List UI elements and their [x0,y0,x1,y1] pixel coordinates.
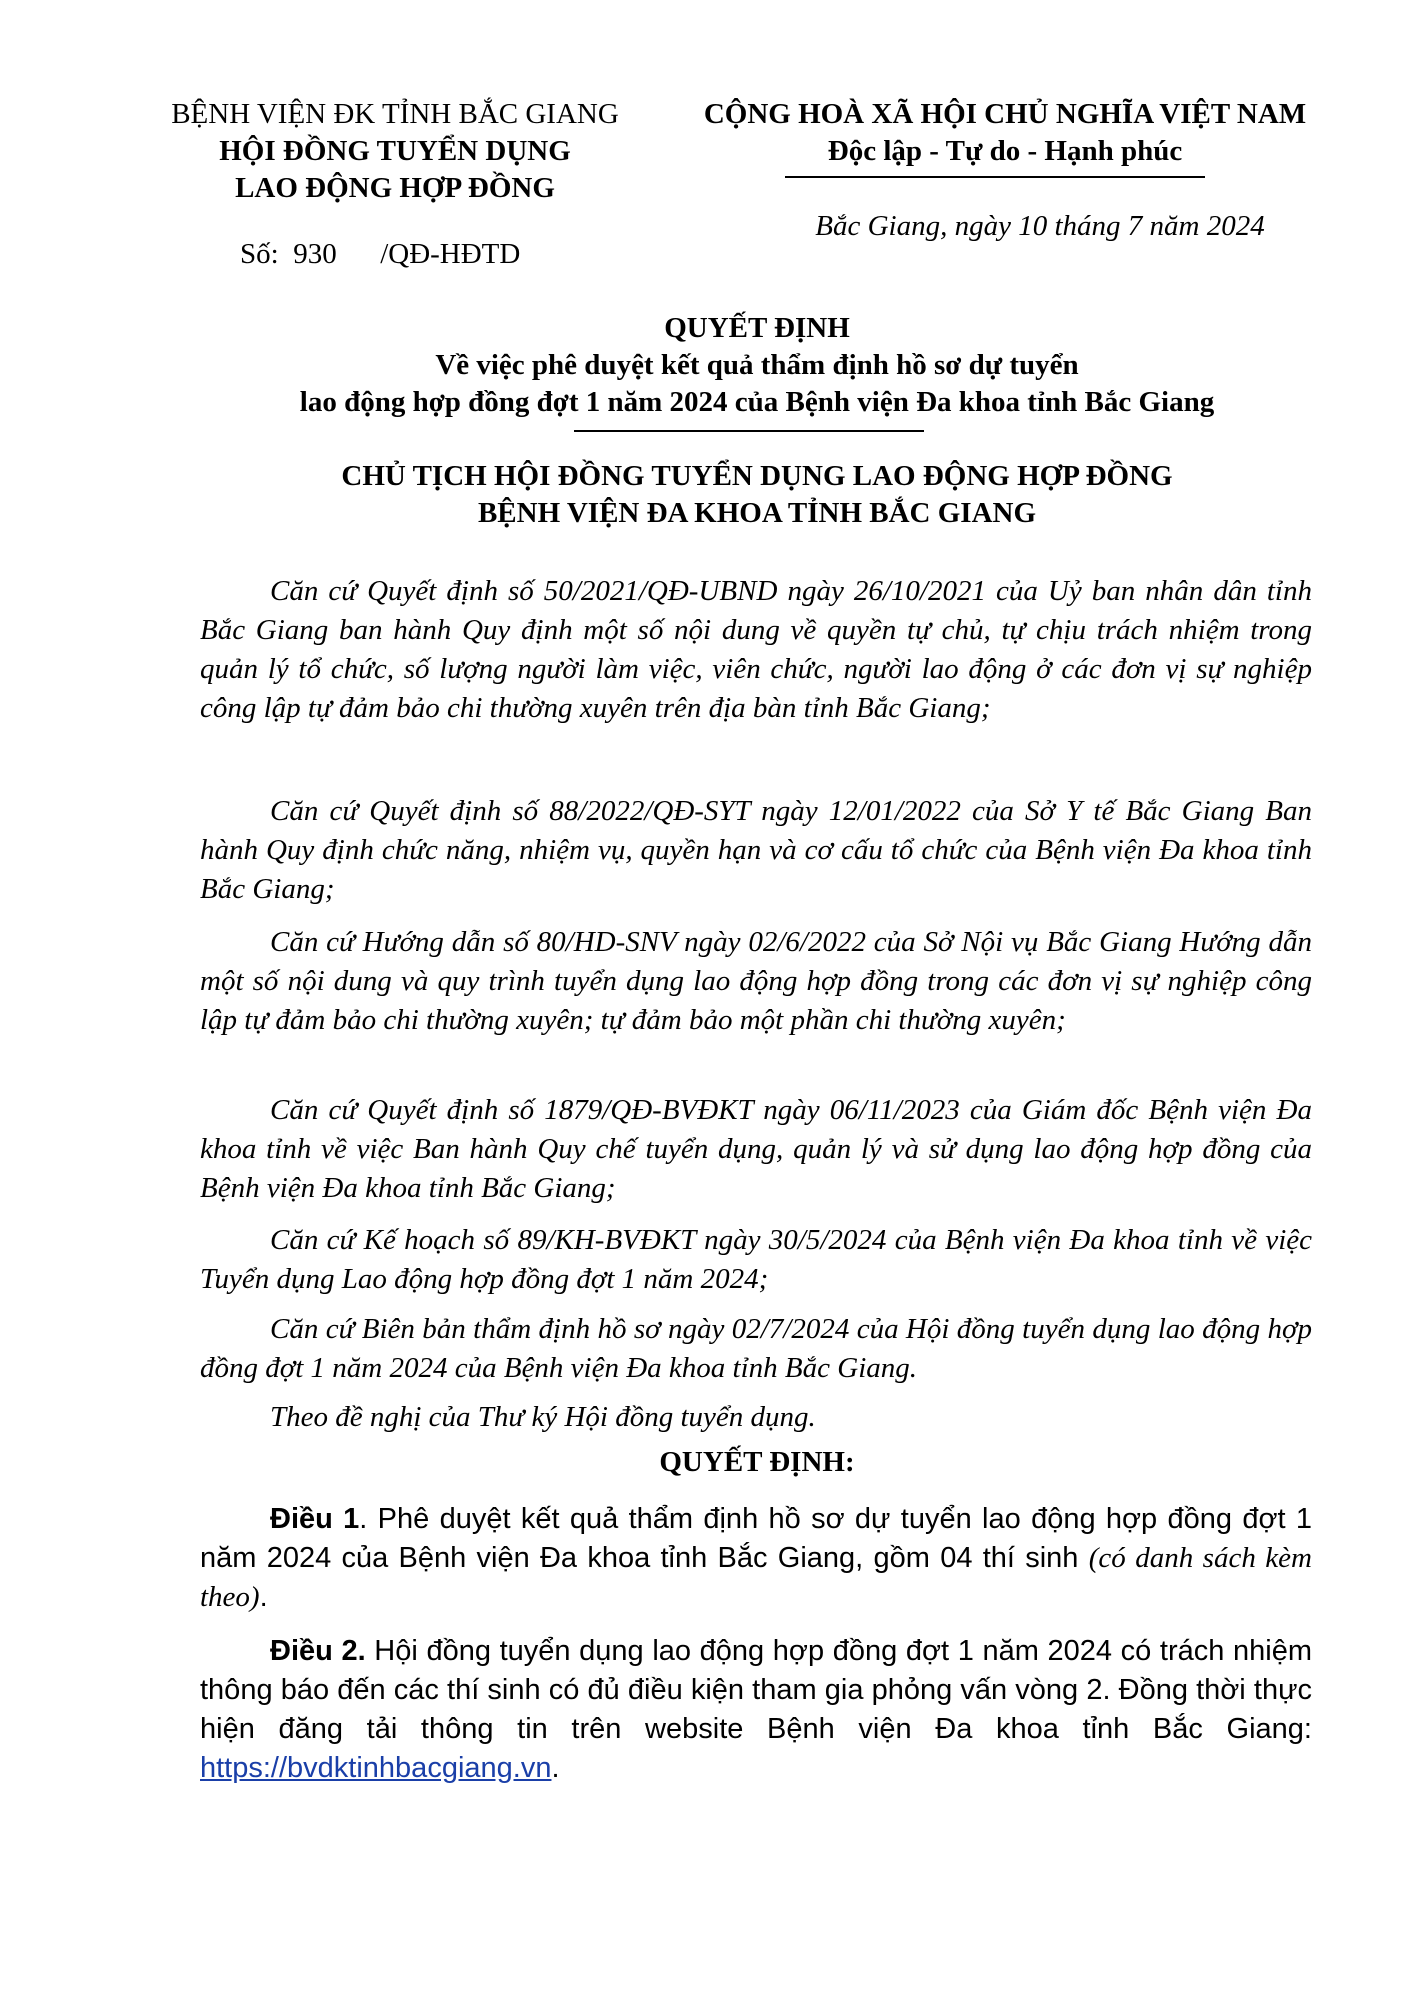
chair-heading [100,458,1414,532]
basis-paragraph: Căn cứ Biên bản thẩm định hồ sơ ngày 02/7/2024 của Hội đồng tuyển dụng lao động hợp đồng đợt 1 năm 2024 của Bệnh viện Đa khoa tỉnh Bắc Giang. [200,1313,1312,1384]
basis-paragraph: Theo đề nghị của Thư ký Hội đồng tuyển dụng. [270,1401,816,1433]
national-header [670,96,1340,170]
basis-paragraph: Căn cứ Hướng dẫn số 80/HD-SNV ngày 02/6/2022 của Sở Nội vụ Bắc Giang Hướng dẫn một số nội dung và quy trình tuyển dụng lao động hợp đồng trong các đơn vị sự nghiệp công lập tự đảm bảo chi thường xuyên; tự đảm bảo một phần chi thường xuyên; [200,926,1312,1036]
website-link[interactable]: https://bvdktinhbacgiang.vn [200,1752,552,1784]
issue-date: Bắc Giang, ngày 10 tháng 7 năm 2024 [815,210,1265,242]
title-subject-2: lao động hợp đồng đợt 1 năm 2024 của Bệnh viện Đa khoa tỉnh Bắc Giang [299,386,1215,418]
basis-paragraph: Căn cứ Quyết định số 88/2022/QĐ-SYT ngày 12/01/2022 của Sở Y tế Bắc Giang Ban hành Quy định chức năng, nhiệm vụ, quyền hạn và cơ cấu tổ chức của Bệnh viện Đa khoa tỉnh Bắc Giang; [200,795,1312,905]
title-main: QUYẾT ĐỊNH [664,312,850,344]
basis-paragraph: Căn cứ Quyết định số 1879/QĐ-BVĐKT ngày 06/11/2023 của Giám đốc Bệnh viện Đa khoa tỉnh về việc Ban hành Quy chế tuyển dụng, quản lý và sử dụng lao động hợp đồng của Bệnh viện Đa khoa tỉnh Bắc Giang; [200,1094,1312,1204]
issuer-hospital: BỆNH VIỆN ĐK TỈNH BẮC GIANG [171,98,619,130]
national-title: CỘNG HOÀ XÃ HỘI CHỦ NGHĨA VIỆT NAM [703,98,1307,130]
article-1 [200,1500,1312,1617]
article-2-end: . [551,1752,560,1784]
basis-paragraph: Căn cứ Quyết định số 50/2021/QĐ-UBND ngày 26/10/2021 của Uỷ ban nhân dân tỉnh Bắc Giang ban hành Quy định một số nội dung về quyền tự chủ, tự chịu trách nhiệm trong quản lý tổ chức, số lượng người làm việc, viên chức, người lao động ở các đơn vị sự nghiệp công lập tự đảm bảo chi thường xuyên trên địa bàn tỉnh Bắc Giang; [200,575,1312,724]
article-1-label: Điều 1 [270,1503,360,1535]
title-underline [574,430,924,432]
issuer-council: HỘI ĐỒNG TUYỂN DỤNG [219,135,571,167]
article-1-text: . Phê duyệt kết quả thẩm định hồ sơ dự tuyển lao động hợp đồng đợt 1 năm 2024 của Bệnh viện Đa khoa tỉnh Bắc Giang, gồm 04 thí sinh [200,1503,1312,1574]
article-1-note: (có danh sách kèm theo) [200,1542,1312,1613]
article-2 [200,1632,1312,1788]
basis-paragraph: Căn cứ Kế hoạch số 89/KH-BVĐKT ngày 30/5/2024 của Bệnh viện Đa khoa tỉnh về việc Tuyển dụng Lao động hợp đồng đợt 1 năm 2024; [200,1224,1312,1295]
national-motto: Độc lập - Tự do - Hạnh phúc [827,135,1183,167]
number-value: 930 [293,238,337,270]
chair-line-1: CHỦ TỊCH HỘI ĐỒNG TUYỂN DỤNG LAO ĐỘNG HỢP ĐỒNG [341,460,1173,492]
issuer-header [150,96,640,207]
motto-underline [785,176,1205,178]
title-subject-1: Về việc phê duyệt kết quả thẩm định hồ sơ dự tuyển [435,349,1079,381]
number-suffix: /QĐ-HĐTD [380,238,521,270]
issuer-council-type: LAO ĐỘNG HỢP ĐỒNG [235,172,555,204]
decision-heading: QUYẾT ĐỊNH: [659,1446,855,1478]
article-2-label: Điều 2. [270,1635,366,1667]
article-1-end: . [259,1581,268,1613]
article-2-text: Hội đồng tuyển dụng lao động hợp đồng đợt 1 năm 2024 có trách nhiệm thông báo đến các thí sinh có đủ điều kiện tham gia phỏng vấn vòng 2. Đồng thời thực hiện đăng tải thông tin trên website Bệnh viện Đa khoa tỉnh Bắc Giang: [200,1635,1312,1745]
decision-title [100,310,1414,421]
document-number [240,238,520,271]
number-label: Số: [240,238,279,270]
chair-line-2: BỆNH VIỆN ĐA KHOA TỈNH BẮC GIANG [477,497,1037,529]
